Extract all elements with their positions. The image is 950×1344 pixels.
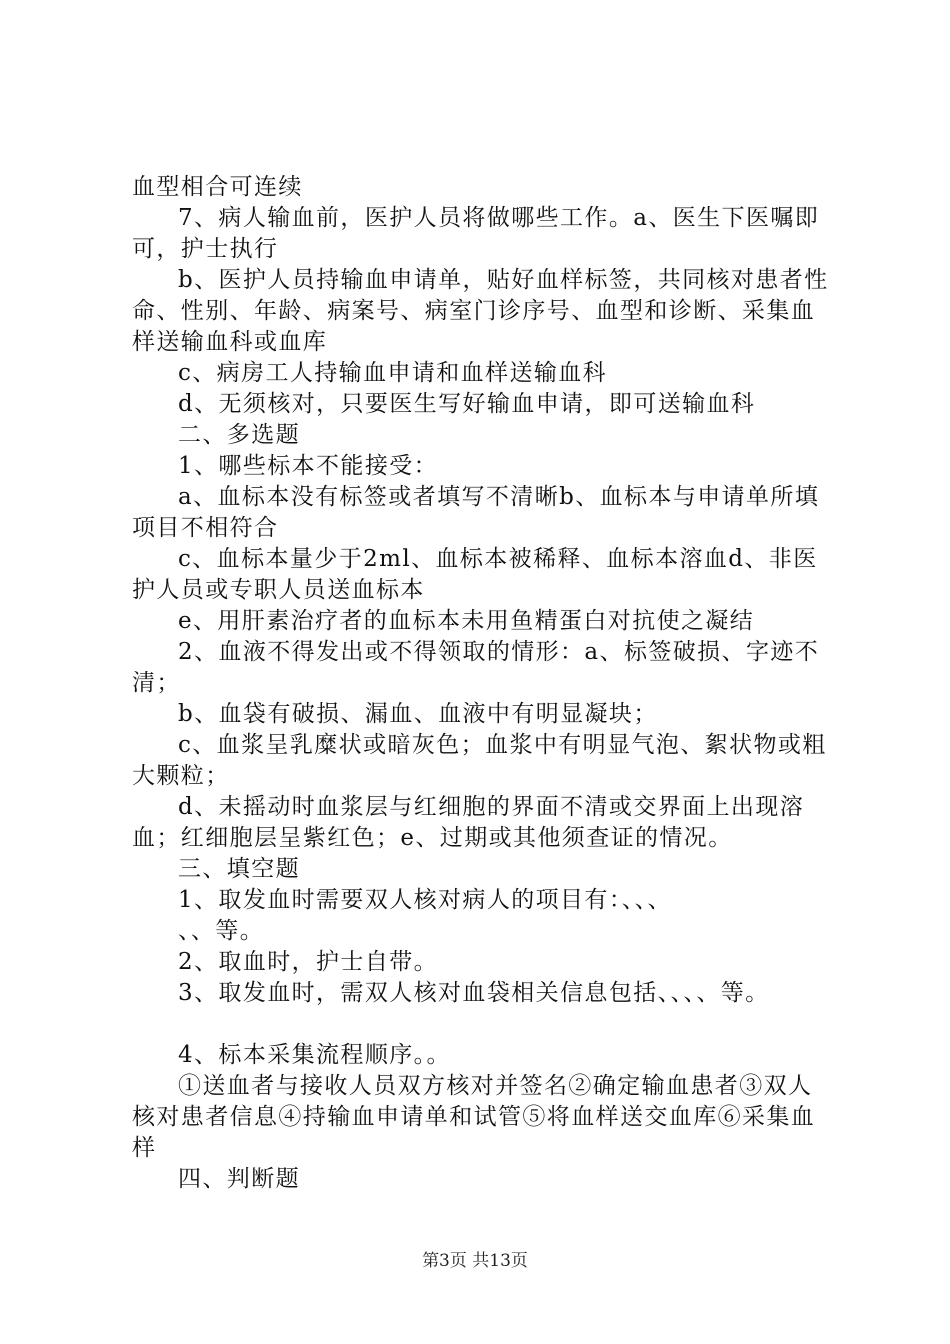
- paragraph: 血型相合可连续: [132, 174, 303, 200]
- paragraph: 7、病人输血前，医护人员将做哪些工作。a、医生下医嘱即可，护士执行: [132, 205, 820, 262]
- paragraph: e、用肝素治疗者的血标本未用鱼精蛋白对抗使之凝结: [178, 608, 755, 634]
- page-number: 第3页 共13页: [422, 1251, 528, 1271]
- question: 3、取发血时，需双人核对血袋相关信息包括、、、、等。: [178, 980, 770, 1006]
- question: 1、哪些标本不能接受：: [178, 453, 439, 479]
- paragraph: ①送血者与接收人员双方核对并签名②确定输血患者③双人核对患者信息④持输血申请单和试管⑤将血样送交血库⑥采集血样: [132, 1073, 816, 1161]
- paragraph: c、病房工人持输血申请和血样送输血科: [178, 360, 608, 386]
- paragraph: c、血浆呈乳糜状或暗灰色；血浆中有明显气泡、絮状物或粗大颗粒；: [132, 732, 827, 789]
- paragraph: a、血标本没有标签或者填写不清晰b、血标本与申请单所填项目不相符合: [132, 484, 820, 541]
- section-heading: 三、填空题: [178, 856, 300, 882]
- question: 4、标本采集流程顺序。。: [178, 1042, 451, 1068]
- paragraph: c、血标本量少于2ml、血标本被稀释、血标本溶血d、非医护人员或专职人员送血标本: [132, 546, 818, 603]
- paragraph: 、、等。: [178, 918, 265, 944]
- paragraph: d、未摇动时血浆层与红细胞的界面不清或交界面上出现溶血；红细胞层呈紫红色；e、过期或其他须查证的情况。: [132, 794, 805, 851]
- question: 2、血液不得发出或不得领取的情形：a、标签破损、字迹不清；: [132, 639, 820, 696]
- question: 2、取血时，护士自带。: [178, 949, 439, 975]
- document-body: [132, 172, 832, 1195]
- section-heading: 四、判断题: [178, 1166, 300, 1192]
- paragraph: d、无须核对，只要医生写好输血申请，即可送输血科: [178, 391, 756, 417]
- paragraph-spacer: [132, 1009, 832, 1040]
- section-heading: 二、多选题: [178, 422, 300, 448]
- paragraph: b、血袋有破损、漏血、血液中有明显凝块；: [178, 701, 658, 727]
- question: 1、取发血时需要双人核对病人的项目有：、、、: [178, 887, 672, 913]
- paragraph: b、医护人员持输血申请单，贴好血样标签，共同核对患者性命、性别、年龄、病案号、病室门诊序号、血型和诊断、采集血样送输血科或血库: [132, 267, 829, 355]
